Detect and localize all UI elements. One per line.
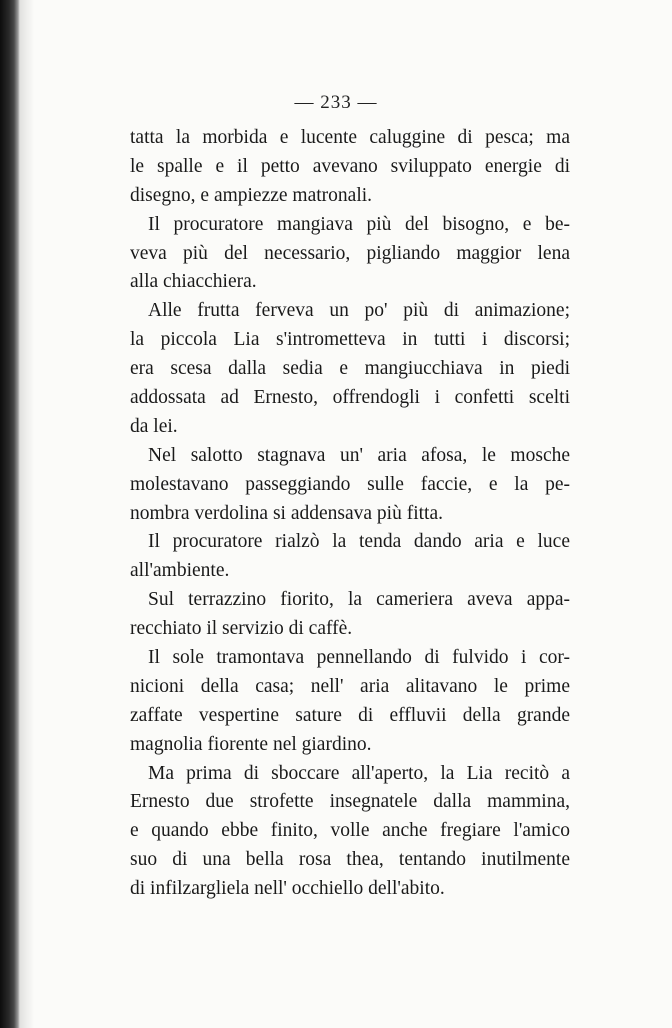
- binding-shadow: [20, 0, 34, 1028]
- text-line: veva più del necessario, pigliando maggior lena: [130, 242, 570, 264]
- text-line: Il sole tramontava pennellando di fulvido i cor-: [148, 647, 570, 669]
- text-line: Alle frutta ferveva un po' più di animazione;: [148, 300, 570, 322]
- text-line: zaffate vespertine sature di effluvii della grande: [130, 704, 570, 726]
- text-line: suo di una bella rosa thea, tentando inutilmente: [130, 849, 570, 871]
- text-line: Il procuratore mangiava più del bisogno, e be-: [148, 213, 570, 235]
- text-line: disegno, e ampiezze matronali.: [130, 184, 373, 206]
- text-line: le spalle e il petto avevano sviluppato energie di: [130, 155, 570, 177]
- text-line: di infilzargliela nell' occhiello dell'abito.: [130, 878, 445, 900]
- body-text: [130, 124, 570, 904]
- text-line: all'ambiente.: [130, 560, 230, 582]
- text-line: nicioni della casa; nell' aria alitavano le prime: [130, 675, 570, 697]
- text-line: Il procuratore rialzò la tenda dando aria e luce: [148, 531, 570, 553]
- text-line: Sul terrazzino fiorito, la cameriera aveva appa-: [148, 589, 570, 611]
- text-line: Nel salotto stagnava un' aria afosa, le mosche: [148, 444, 570, 466]
- text-line: e quando ebbe finito, volle anche fregiare l'amico: [130, 820, 570, 842]
- page-number: — 233 —: [294, 92, 378, 113]
- binding-edge: [0, 0, 20, 1028]
- text-line: nombra verdolina si addensava più fitta.: [130, 502, 443, 524]
- text-line: Ernesto due strofette insegnatele dalla mammina,: [130, 791, 570, 813]
- text-line: la piccola Lia s'intrometteva in tutti i discorsi;: [130, 329, 570, 351]
- text-line: tatta la morbida e lucente caluggine di pesca; ma: [130, 127, 570, 148]
- text-line: magnolia fiorente nel giardino.: [130, 733, 372, 755]
- text-line: era scesa dalla sedia e mangiucchiava in piedi: [130, 358, 570, 380]
- text-line: alla chiacchiera.: [130, 271, 257, 293]
- text-line: Ma prima di sboccare all'aperto, la Lia recitò a: [148, 762, 570, 784]
- text-line: addossata ad Ernesto, offrendogli i confetti scelti: [130, 387, 570, 409]
- text-line: recchiato il servizio di caffè.: [130, 618, 353, 640]
- text-line: da lei.: [130, 415, 178, 437]
- text-line: molestavano passeggiando sulle faccie, e la pe-: [130, 473, 570, 495]
